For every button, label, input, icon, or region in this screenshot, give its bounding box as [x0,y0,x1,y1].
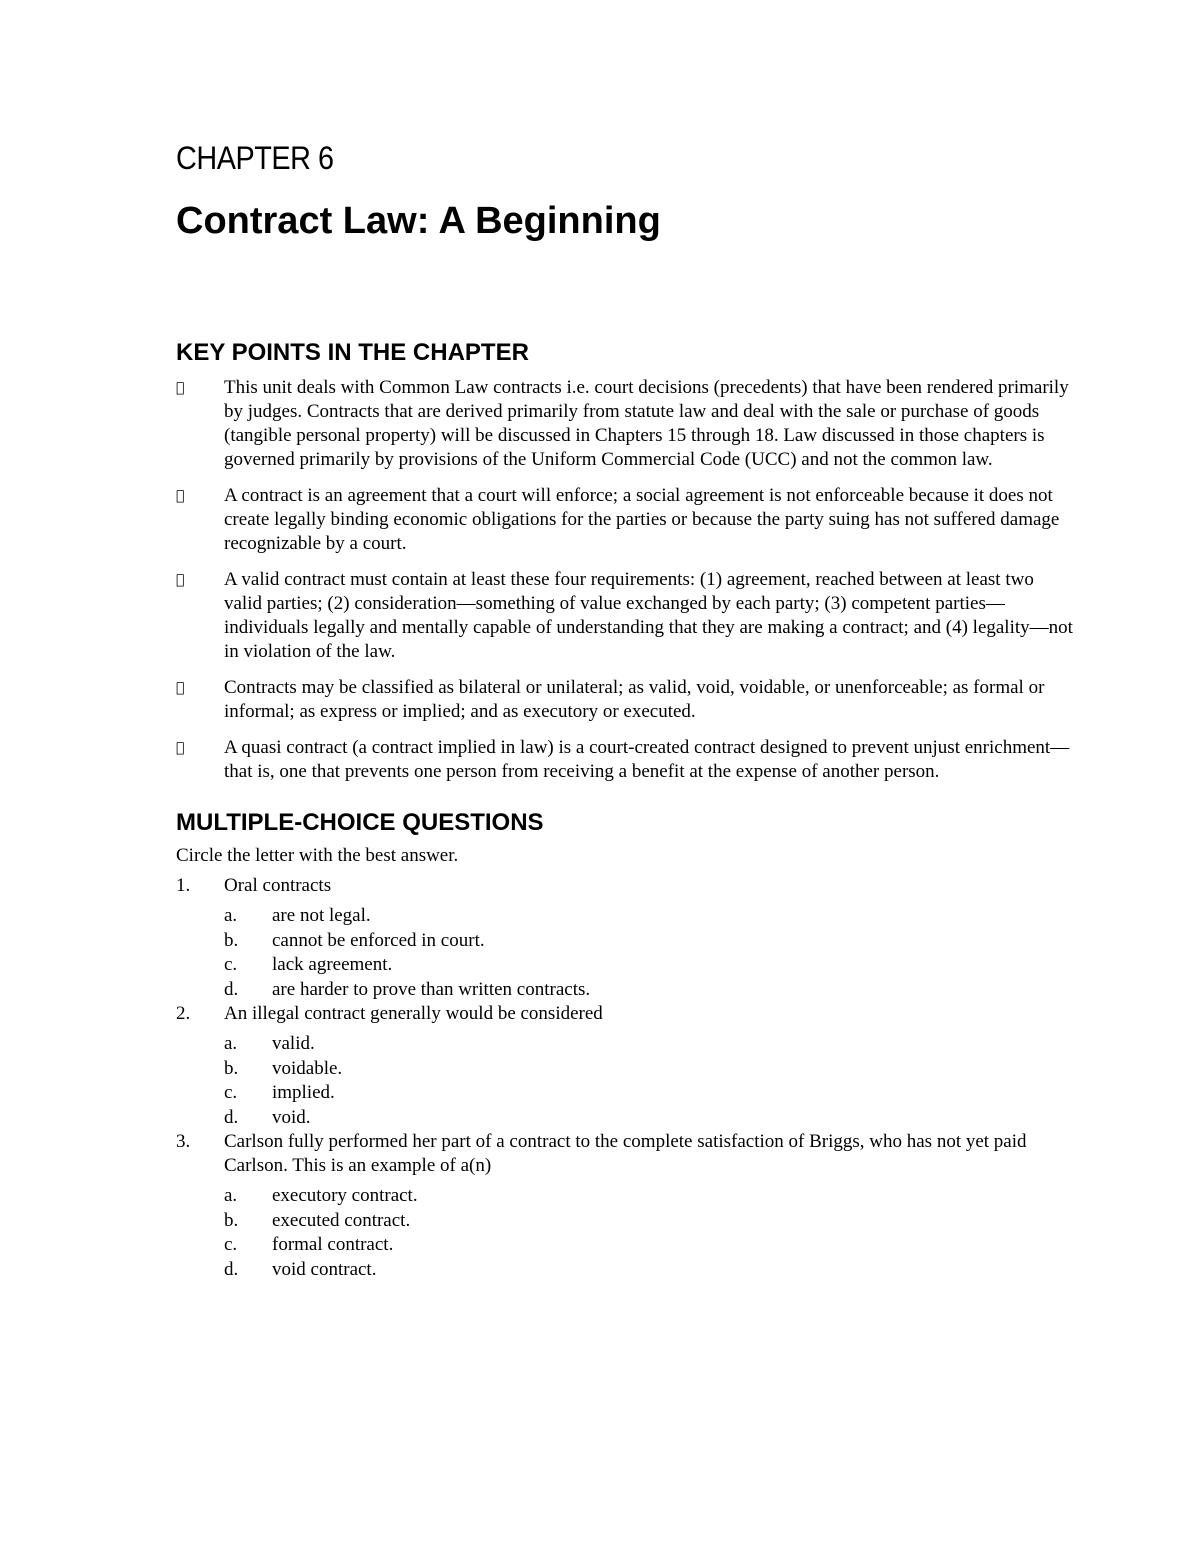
answer-option[interactable] [224,1081,1076,1106]
key-point-text: This unit deals with Common Law contracts i.e. court decisions (precedents) that have been rendered primarily by judges. Contracts that are derived primarily from statute law and deal with the sale or purchase of goods (tangible personal property) will be discussed in Chapters 15 through 18. Law discussed in those chapters is governed primarily by provisions of the Uniform Commercial Code (UCC) and not the common law. [224,377,1069,470]
question-list [176,874,1076,1282]
key-points-list [176,376,1076,784]
bullet-square-icon [176,376,224,472]
page-content [176,138,1076,1282]
question-text: Oral contracts [224,875,332,896]
question-number: 3. [176,1131,191,1152]
option-text: executory contract. [272,1185,418,1206]
option-text: implied. [272,1082,335,1103]
option-letter: a. [224,905,238,926]
option-text: executed contract. [272,1209,411,1231]
answer-option[interactable] [224,1209,1076,1234]
question-row [176,1130,1076,1178]
option-list [224,1184,1076,1282]
answer-option[interactable] [224,904,1076,929]
question-text: An illegal contract generally would be considered [224,1003,603,1024]
option-text: lack agreement. [272,954,393,975]
bullet-square-icon [176,484,224,556]
question-item [176,1130,1076,1282]
key-point-text: Contracts may be classified as bilateral or unilateral; as valid, void, voidable, or unenforceable; as formal or informal; as express or implied; and as executory or executed. [224,677,1045,722]
option-text: voidable. [272,1057,343,1079]
option-letter: c. [224,954,238,975]
question-item [176,1002,1076,1130]
option-letter: c. [224,1234,238,1255]
key-point-item [176,484,1076,556]
instructions-text: Circle the letter with the best answer. [176,845,459,866]
bullet-square-icon [176,568,224,664]
chapter-title: Contract Law: A Beginning [176,200,661,242]
option-text: are not legal. [272,905,371,926]
key-point-item [176,376,1076,472]
bullet-square-icon [176,736,224,784]
answer-option[interactable] [224,978,1076,1003]
option-list [224,904,1076,1002]
option-letter: d. [224,978,239,1000]
question-item [176,874,1076,1002]
question-number: 2. [176,1003,191,1024]
answer-option[interactable] [224,1258,1076,1283]
answer-option[interactable] [224,1032,1076,1057]
option-letter: b. [224,1209,239,1231]
key-point-text: A valid contract must contain at least these four requirements: (1) agreement, reached between at least two valid parties; (2) consideration—something of value exchanged by each party; (3) competent parties—individuals legally and mentally capable of understanding that they are making a contract; and (4) legality—not in violation of the law. [224,569,1073,662]
option-letter: d. [224,1106,239,1128]
answer-option[interactable] [224,953,1076,978]
answer-option[interactable] [224,1057,1076,1082]
option-text: void. [272,1106,311,1128]
option-letter: a. [224,1033,238,1054]
answer-option[interactable] [224,1233,1076,1258]
key-point-text: A quasi contract (a contract implied in law) is a court-created contract designed to prevent unjust enrichment—that is, one that prevents one person from receiving a benefit at the expense of another person. [224,737,1070,782]
answer-option[interactable] [224,929,1076,954]
question-row [176,874,1076,898]
key-point-item [176,736,1076,784]
option-text: formal contract. [272,1234,394,1255]
option-text: valid. [272,1033,315,1054]
question-row [176,1002,1076,1026]
option-letter: b. [224,1057,239,1079]
option-text: cannot be enforced in court. [272,929,485,951]
option-list [224,1032,1076,1130]
key-point-text: A contract is an agreement that a court will enforce; a social agreement is not enforceable because it does not create legally binding economic obligations for the parties or because the party suing has not suffered damage recognizable by a court. [224,485,1060,554]
answer-option[interactable] [224,1184,1076,1209]
answer-option[interactable] [224,1106,1076,1131]
key-point-item [176,568,1076,664]
option-text: are harder to prove than written contracts. [272,978,591,1000]
option-text: void contract. [272,1258,377,1280]
question-number: 1. [176,875,191,896]
option-letter: d. [224,1258,239,1280]
option-letter: a. [224,1185,238,1206]
question-text: Carlson fully performed her part of a contract to the complete satisfaction of Briggs, who has not yet paid Carlson. This is an example of a(n) [224,1131,1027,1176]
multiple-choice-heading: MULTIPLE-CHOICE QUESTIONS [176,809,544,836]
key-points-heading: KEY POINTS IN THE CHAPTER [176,339,529,366]
option-letter: b. [224,929,239,951]
bullet-square-icon [176,676,224,724]
chapter-label: CHAPTER 6 [176,140,334,176]
key-point-item [176,676,1076,724]
option-letter: c. [224,1082,238,1103]
